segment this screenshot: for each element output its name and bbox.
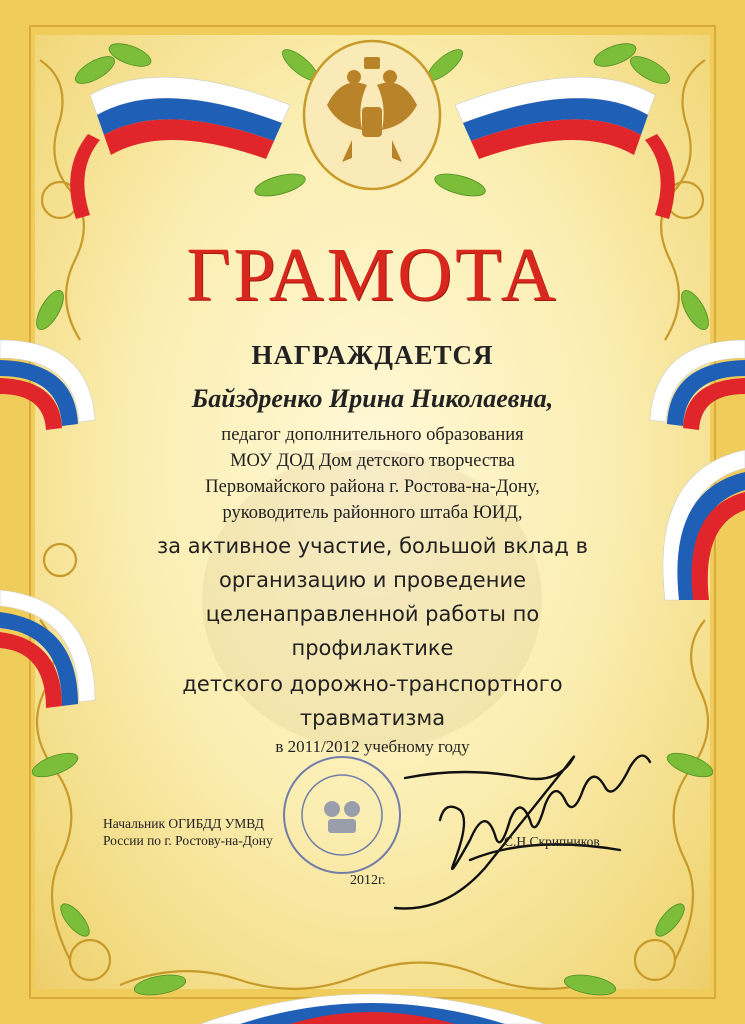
reason-line: профилактике xyxy=(291,636,454,660)
reason-line: целенаправленной работы по xyxy=(205,602,540,626)
recipient-name: Байздренко Ирина Николаевна, xyxy=(191,384,554,413)
round-stamp-icon xyxy=(284,757,400,873)
issue-date: 2012г. xyxy=(350,873,386,888)
awarded-heading: НАГРАЖДАЕТСЯ xyxy=(251,340,494,370)
certificate-title: ГРАМОТА xyxy=(186,233,559,317)
reason-line: за активное участие, большой вклад в xyxy=(156,534,588,558)
signatory-title-line: России по г. Ростову-на-Дону xyxy=(103,833,273,848)
double-headed-eagle-icon xyxy=(304,41,440,189)
position-line: Первомайского района г. Ростова-на-Дону, xyxy=(205,477,540,497)
position-line: руководитель районного штаба ЮИД, xyxy=(222,503,523,523)
signatory-title-line: Начальник ОГИБДД УМВД xyxy=(103,816,264,831)
period: в 2011/2012 учебному году xyxy=(275,737,470,756)
reason-line: организацию и проведение xyxy=(218,568,527,592)
signatory-name: С.Н.Скрипников xyxy=(504,834,600,849)
reason-line: детского дорожно-транспортного xyxy=(182,672,563,696)
position-line: педагог дополнительного образования xyxy=(221,425,524,445)
reason-line: травматизма xyxy=(299,706,446,730)
position-line: МОУ ДОД Дом детского творчества xyxy=(230,451,515,471)
handwritten-signature xyxy=(395,756,650,909)
